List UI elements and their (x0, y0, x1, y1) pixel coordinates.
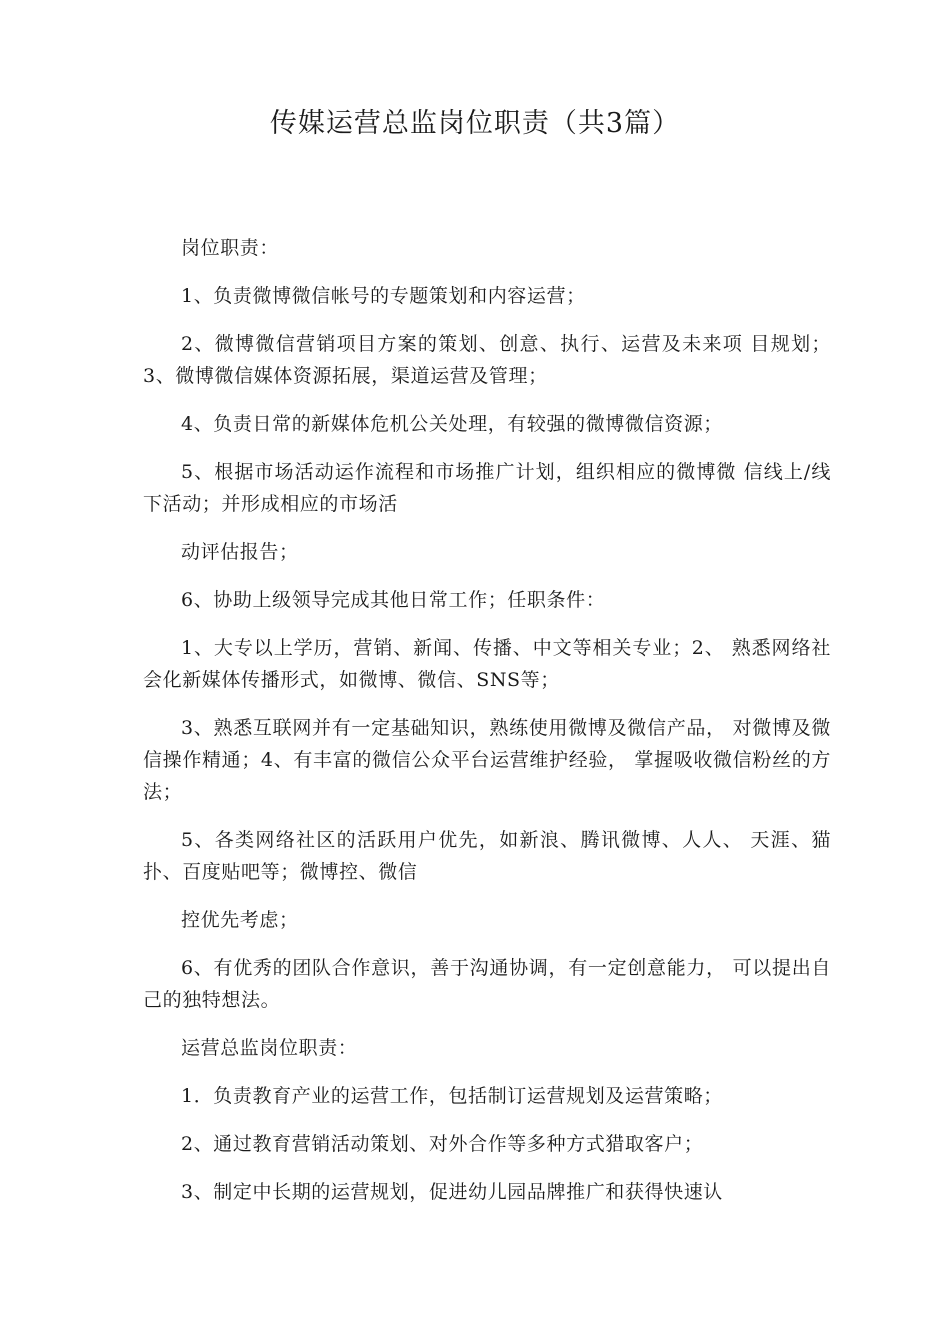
paragraph: 5、各类网络社区的活跃用户优先，如新浪、腾讯微博、人人、 天涯、猫扑、百度贴吧等；微博控、微信 (143, 829, 831, 883)
paragraph: 1．负责教育产业的运营工作，包括制订运营规划及运营策略； (181, 1085, 723, 1107)
document-body (143, 232, 831, 1224)
paragraph: 控优先考虑； (181, 909, 299, 931)
paragraph: 动评估报告； (181, 541, 299, 563)
paragraph: 1、大专以上学历，营销、新闻、传播、中文等相关专业；2、 熟悉网络社会化新媒体传播形式，如微博、微信、SNS等； (143, 637, 831, 691)
paragraph: 2、微博微信营销项目方案的策划、创意、执行、运营及未来项 目规划；3、微博微信媒体资源拓展，渠道运营及管理； (143, 333, 831, 387)
paragraph: 3、制定中长期的运营规划，促进幼儿园品牌推广和获得快速认 (181, 1181, 723, 1203)
paragraph: 运营总监岗位职责： (181, 1037, 358, 1059)
paragraph: 4、负责日常的新媒体危机公关处理，有较强的微博微信资源； (181, 413, 723, 435)
document-title: 传媒运营总监岗位职责（共3篇） (269, 108, 681, 139)
paragraph: 3、熟悉互联网并有一定基础知识，熟练使用微博及微信产品， 对微博及微信操作精通；4、有丰富的微信公众平台运营维护经验， 掌握吸收微信粉丝的方法； (143, 717, 831, 803)
paragraph: 6、协助上级领导完成其他日常工作；任职条件： (181, 589, 606, 611)
paragraph: 6、有优秀的团队合作意识，善于沟通协调，有一定创意能力， 可以提出自己的独特想法。 (143, 957, 831, 1011)
paragraph: 5、根据市场活动运作流程和市场推广计划，组织相应的微博微 信线上/线下活动；并形成相应的市场活 (143, 461, 831, 515)
paragraph: 岗位职责： (181, 237, 280, 259)
paragraph: 2、通过教育营销活动策划、对外合作等多种方式猎取客户； (181, 1133, 704, 1155)
paragraph: 1、负责微博微信帐号的专题策划和内容运营； (181, 285, 586, 307)
